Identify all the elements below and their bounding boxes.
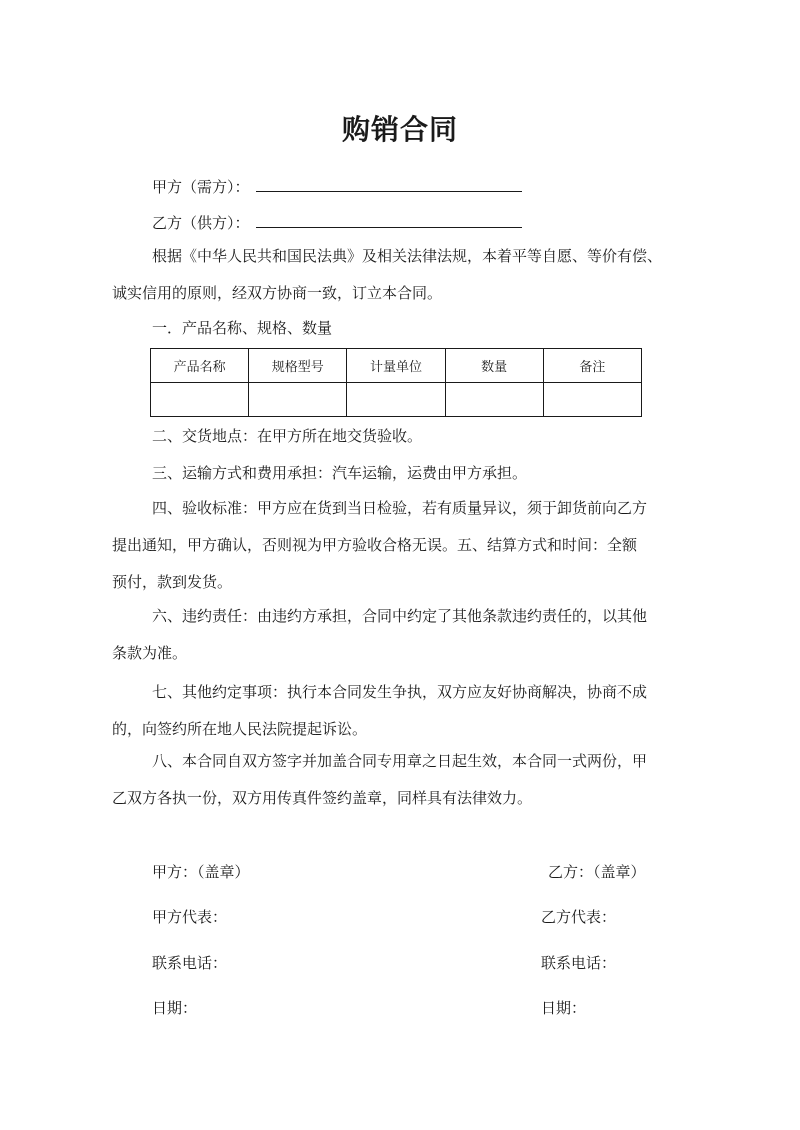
seller-date: 日期： — [541, 999, 587, 1017]
buyer-phone: 联系电话： — [152, 954, 228, 972]
clause-line: 四、验收标准：甲方应在货到当日检验，若有质量异议，须于卸货前向乙方 — [152, 499, 648, 517]
section1-heading: 一．产品名称、规格、数量 — [152, 319, 333, 337]
clause-line: 六、违约责任：由违约方承担，合同中约定了其他条款违约责任的，以其他 — [152, 607, 648, 625]
buyer-representative: 甲方代表： — [152, 908, 228, 926]
seller-representative: 乙方代表： — [541, 908, 617, 926]
seller-line — [152, 212, 522, 233]
clause-line: 七、其他约定事项：执行本合同发生争执，双方应友好协商解决，协商不成 — [152, 683, 648, 701]
seller-name-blank — [256, 213, 522, 228]
table-header: 数量 — [445, 349, 543, 383]
clause-line: 的，向签约所在地人民法院提起诉讼。 — [112, 720, 368, 738]
table-cell — [543, 383, 641, 417]
table-header-row — [151, 349, 642, 383]
document-title: 购销合同 — [341, 113, 458, 146]
table-header: 规格型号 — [249, 349, 347, 383]
clause-2: 二、交货地点：在甲方所在地交货验收。 — [152, 427, 423, 445]
preamble-line: 根据《中华人民共和国民法典》及相关法律法规，本着平等自愿、等价有偿、 — [152, 247, 663, 265]
table-cell — [347, 383, 445, 417]
buyer-seal: 甲方：（盖章） — [152, 863, 250, 881]
buyer-line — [152, 176, 522, 197]
buyer-name-blank — [256, 177, 522, 192]
clause-8 — [112, 743, 684, 817]
table-cell — [151, 383, 249, 417]
clause-6 — [112, 598, 684, 672]
table-header: 备注 — [543, 349, 641, 383]
preamble-line: 诚实信用的原则，经双方协商一致，订立本合同。 — [112, 284, 443, 302]
clause-line: 乙双方各执一份，双方用传真件签约盖章，同样具有法律效力。 — [112, 789, 533, 807]
clause-3: 三、运输方式和费用承担：汽车运输，运费由甲方承担。 — [152, 464, 528, 482]
clause-7 — [112, 674, 684, 748]
clause-line: 八、本合同自双方签字并加盖合同专用章之日起生效，本合同一式两份，甲 — [152, 752, 648, 770]
buyer-date: 日期： — [152, 999, 198, 1017]
table-cell — [249, 383, 347, 417]
table-row — [151, 383, 642, 417]
product-table — [150, 348, 642, 417]
seller-phone: 联系电话： — [541, 954, 617, 972]
table-cell — [445, 383, 543, 417]
clause-line: 预付，款到发货。 — [112, 573, 233, 591]
clause-4 — [112, 490, 684, 601]
preamble — [112, 238, 684, 312]
table-header: 计量单位 — [347, 349, 445, 383]
buyer-label: 甲方（需方）： — [152, 178, 250, 196]
clause-line: 提出通知，甲方确认，否则视为甲方验收合格无误。五、结算方式和时间：全额 — [112, 536, 638, 554]
clause-line: 条款为准。 — [112, 644, 188, 662]
seller-label: 乙方（供方）： — [152, 214, 250, 232]
seller-seal: 乙方：（盖章） — [548, 863, 646, 881]
table-header: 产品名称 — [151, 349, 249, 383]
